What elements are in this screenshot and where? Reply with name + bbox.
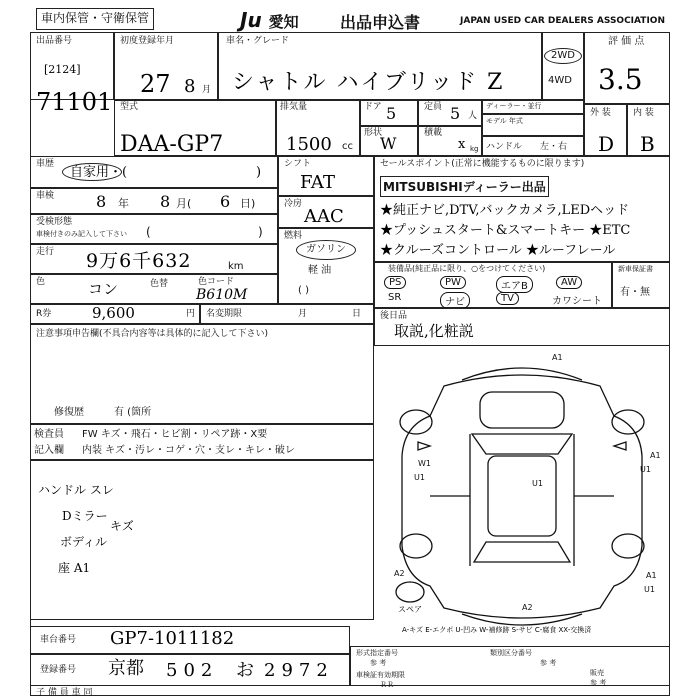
name-change-month: 月 xyxy=(298,309,308,319)
interior-value: B xyxy=(640,132,655,156)
color-value: コン xyxy=(88,280,119,298)
inspection-year-unit: 年 xyxy=(118,197,129,210)
damage-mark-2: W1 xyxy=(418,459,431,468)
name-change-label: 名変期限 xyxy=(206,309,243,319)
handle-label: ハンドル xyxy=(486,142,523,152)
shape-value: W xyxy=(380,134,397,153)
repair-label: 修復歴 xyxy=(54,407,84,418)
inspector-note2: Dミラー xyxy=(62,509,108,523)
wheel-rear-right xyxy=(612,534,644,558)
fuel-paren: ( ) xyxy=(298,285,309,296)
selling-label: セールスポイント(正常に機能するものに限ります) xyxy=(380,159,585,169)
equipment-label: 装備品(純正品に限り、○をつけてください) xyxy=(388,264,546,273)
damage-mark-0: A1 xyxy=(552,353,563,362)
mirror-right xyxy=(614,442,626,450)
plate-label: 登録番号 xyxy=(40,665,77,675)
inspection-month-unit: 月( xyxy=(176,197,192,210)
inspector-row1: FW キズ・飛石・ヒビ割・リペア跡・X要 xyxy=(82,429,268,440)
equipment-item-5: ナビ xyxy=(440,292,470,309)
lot-label: 出品番号 xyxy=(36,36,73,46)
selling-line1: ★純正ナビ,DTV,バックカメラ,LEDヘッド xyxy=(380,203,630,218)
damage-mark-5: U1 xyxy=(640,465,651,474)
history-value: 自家用・( xyxy=(70,165,128,180)
inspection-year: 8 xyxy=(96,192,107,211)
post-install-value: 取説,化粧説 xyxy=(394,322,474,340)
dealer-label: ディーラー・並行 xyxy=(486,102,542,110)
inspector-label2: 記入欄 xyxy=(34,445,64,456)
displacement-unit: cc xyxy=(342,141,353,152)
accept-form-open: ( xyxy=(146,225,151,239)
shape-label: 形状 xyxy=(364,128,383,138)
chassis-label: 車台番号 xyxy=(40,635,77,645)
score-label: 評 価 点 xyxy=(608,36,645,47)
rr-label: ＲＲ xyxy=(380,681,394,689)
warranty-label: 新車保証書 xyxy=(618,265,653,273)
displacement-label: 排気量 xyxy=(280,102,308,112)
selling-line3: ★クルーズコントロール ★ルーフレール xyxy=(380,243,616,258)
designated-label: 形式指定番号 xyxy=(356,649,398,657)
model-year-label: モデル 年式 xyxy=(486,117,523,125)
first-reg-label: 初度登録年月 xyxy=(120,36,175,46)
wheel-rear-left xyxy=(400,534,432,558)
name-grade-value: シャトル ハイブリッド Z xyxy=(232,70,505,95)
car-hood xyxy=(480,392,564,428)
name-change-day: 日 xyxy=(352,309,362,319)
name-grade-label: 車名・グレード xyxy=(226,36,290,46)
load-label: 積載 xyxy=(424,128,443,138)
car-damage-diagram xyxy=(374,346,670,636)
capacity-value: 5 xyxy=(450,104,461,123)
equipment-item-0: PS xyxy=(384,276,406,289)
diagram-legend: A-キズ E-エクボ U-凹み W-補修跡 S-サビ C-腐食 XX-交換済 xyxy=(402,626,592,634)
damage-mark-6: A2 xyxy=(522,603,533,612)
inspector-note1: ハンドル スレ xyxy=(38,483,114,497)
inspector-note5: 座 A1 xyxy=(58,561,91,575)
damage-mark-4: A1 xyxy=(650,451,661,460)
drive-4wd: 4WD xyxy=(548,75,572,86)
sales-label: 販売 xyxy=(590,669,604,677)
inspector-note3: キズ xyxy=(110,519,134,533)
fuel-selected: ガソリン xyxy=(296,240,356,260)
inspector-label1: 検査員 xyxy=(34,429,64,440)
first-reg-month: 8 xyxy=(184,76,196,97)
storage-label-text: 車内保管・守衛保管 xyxy=(41,11,150,25)
shift-value: FAT xyxy=(300,172,335,193)
warranty-value: 有・無 xyxy=(620,287,650,298)
capacity-label: 定員 xyxy=(424,102,443,112)
damage-mark-1: U1 xyxy=(532,479,543,488)
expiry-label: 車検証有効期限 xyxy=(356,671,405,679)
load-unit: kg xyxy=(470,145,479,153)
damage-mark-7: A2 xyxy=(394,569,405,578)
doc-title: 出品申込書 xyxy=(340,13,421,32)
model-label: 型式 xyxy=(120,102,139,112)
drive-cell xyxy=(542,32,584,100)
damage-mark-3: U1 xyxy=(414,473,425,482)
inspection-day: 6 xyxy=(220,192,231,211)
recycle-unit: 円 xyxy=(186,309,196,319)
displacement-value: 1500 xyxy=(286,134,332,155)
plate-number: 2972 xyxy=(264,660,334,681)
logo-mark: Ju xyxy=(240,8,262,32)
paint-value: B610M xyxy=(196,287,248,303)
ref3: 参 考 xyxy=(590,679,607,687)
equipment-item-6: TV xyxy=(496,292,519,305)
lot-number: 71101 xyxy=(36,88,113,116)
equipment-item-2: エアB xyxy=(496,276,533,293)
selling-line2: ★プッシュスタート&スマートキー ★ETC xyxy=(380,223,631,238)
selling-dealer: MITSUBISHIディーラー出品 xyxy=(380,176,549,197)
equipment-item-3: AW xyxy=(556,276,582,289)
inspection-day-unit: 日) xyxy=(240,197,256,210)
car-rear-window xyxy=(474,542,570,562)
history-label: 車歴 xyxy=(36,159,55,169)
interior-label: 内 装 xyxy=(633,108,654,118)
damage-mark-8: A1 xyxy=(646,571,657,580)
doors-label: ドア xyxy=(364,102,382,112)
car-windshield xyxy=(472,434,572,454)
drive-2wd: 2WD xyxy=(544,48,582,64)
inspection-label: 車検 xyxy=(36,191,55,201)
cooler-label: 冷房 xyxy=(284,199,303,209)
accept-form-label: 受検形態 xyxy=(36,217,73,227)
plate-region: 京都 xyxy=(108,658,144,679)
spare-label: スペア xyxy=(398,605,422,614)
mirror-left xyxy=(418,442,430,450)
lot-code: [2124] xyxy=(44,63,81,76)
footer-row: 子 備 員 車 同 xyxy=(36,688,93,698)
repair-value: 有 (箇所 xyxy=(114,407,152,418)
inspector-row2: 内装 キズ・汚レ・コゲ・穴・支レ・キレ・破レ xyxy=(82,445,295,456)
capacity-unit: 人 xyxy=(468,111,478,121)
color-label: 色 xyxy=(36,277,46,287)
wheel-front-right xyxy=(612,410,644,434)
accept-form-sub: 車検付きのみ記入して下さい xyxy=(36,230,127,238)
post-install-label: 後日品 xyxy=(380,311,408,321)
score-value: 3.5 xyxy=(598,63,643,96)
english-title: JAPAN USED CAR DEALERS ASSOCIATION xyxy=(460,16,665,26)
car-roof xyxy=(488,456,556,536)
org-name: 愛知 xyxy=(268,13,299,31)
mileage-unit: km xyxy=(228,261,244,272)
load-value: x xyxy=(458,137,466,152)
notes-label: 注意事項申告欄(不具合内容等は具体的に記入して下さい) xyxy=(36,329,269,339)
accept-form-close: ) xyxy=(258,225,263,239)
plate-kana: お xyxy=(236,660,254,681)
fuel-label: 燃料 xyxy=(284,231,303,241)
equipment-item-7: カワシート xyxy=(552,296,602,307)
exterior-label: 外 装 xyxy=(590,108,611,118)
plate-class: 502 xyxy=(166,660,219,681)
mileage-value: 9万6千632 xyxy=(86,250,192,272)
ref2: 参 考 xyxy=(540,659,557,667)
equipment-item-4: SR xyxy=(388,292,402,303)
equipment-item-1: PW xyxy=(440,276,466,289)
color-code-label: 色替 xyxy=(150,279,169,289)
paint-label: 色コード xyxy=(198,277,235,287)
recycle-value: 9,600 xyxy=(92,304,135,322)
first-reg-month-unit: 月 xyxy=(202,85,212,95)
first-reg-year: 27 xyxy=(140,70,171,98)
damage-mark-9: U1 xyxy=(644,585,655,594)
fuel-other: 軽 油 xyxy=(308,265,332,276)
inspector-note4: ボディル xyxy=(60,535,108,549)
handle-options: 左・右 xyxy=(540,142,568,152)
doors-value: 5 xyxy=(386,104,397,123)
storage-label xyxy=(36,8,154,30)
cooler-value: AAC xyxy=(304,206,344,227)
model-value: DAA-GP7 xyxy=(120,132,224,157)
chassis-value: GP7-1011182 xyxy=(110,628,235,649)
recycle-label: R券 xyxy=(36,309,52,319)
ref1: 参 考 xyxy=(370,659,387,667)
history-close: ) xyxy=(256,165,262,180)
shift-label: シフト xyxy=(284,159,312,169)
mileage-label: 走行 xyxy=(36,247,55,257)
spare-tire xyxy=(396,582,424,602)
wheel-front-left xyxy=(400,410,432,434)
class-label: 類別区分番号 xyxy=(490,649,532,657)
exterior-value: D xyxy=(598,132,615,156)
inspection-month: 8 xyxy=(160,192,171,211)
logo xyxy=(240,8,299,32)
